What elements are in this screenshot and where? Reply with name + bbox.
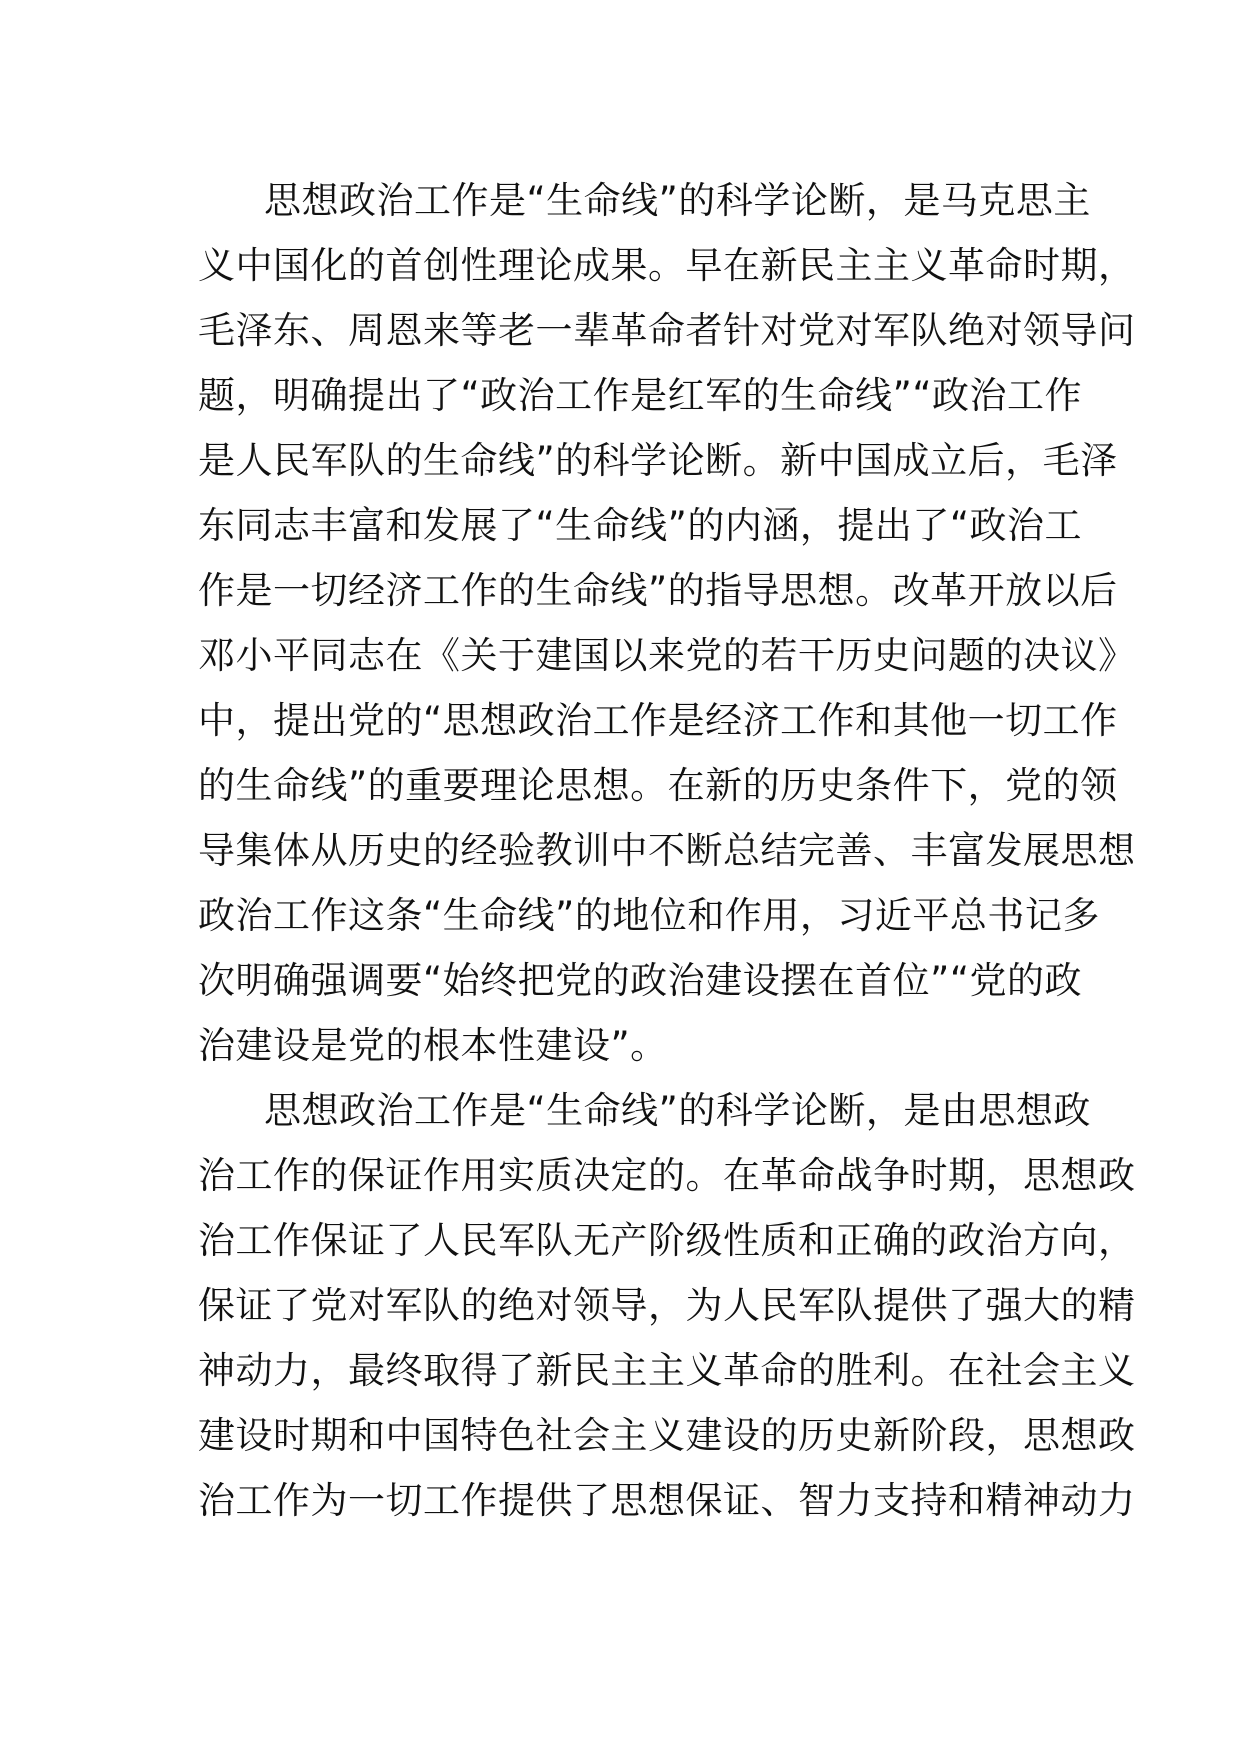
text-line: 是人民军队的生命线”的科学论断。新中国成立后，毛泽 <box>198 439 1118 482</box>
text-line: 治工作的保证作用实质决定的。在革命战争时期，思想政 <box>198 1154 1136 1197</box>
text-line: 题，明确提出了“政治工作是红军的生命线”“政治工作 <box>198 374 1083 417</box>
text-line: 治工作为一切工作提供了思想保证、智力支持和精神动力 <box>198 1479 1136 1522</box>
text-line: 的生命线”的重要理论思想。在新的历史条件下，党的领 <box>198 764 1118 807</box>
text-line: 思想政治工作是“生命线”的科学论断，是由思想政 <box>264 1089 1091 1132</box>
text-line: 政治工作这条“生命线”的地位和作用，习近平总书记多 <box>198 894 1100 937</box>
text-line: 导集体从历史的经验教训中不断总结完善、丰富发展思想 <box>198 829 1136 872</box>
text-line: 神动力，最终取得了新民主主义革命的胜利。在社会主义 <box>198 1349 1136 1392</box>
text-line: 次明确强调要“始终把党的政治建设摆在首位”“党的政 <box>198 959 1083 1002</box>
text-line: 保证了党对军队的绝对领导，为人民军队提供了强大的精 <box>198 1284 1136 1327</box>
text-line: 中，提出党的“思想政治工作是经济工作和其他一切工作 <box>198 699 1118 742</box>
text-line: 邓小平同志在《关于建国以来党的若干历史问题的决议》 <box>198 634 1136 677</box>
paragraph-1 <box>198 168 1136 1078</box>
text-line: 治工作保证了人民军队无产阶级性质和正确的政治方向， <box>198 1219 1136 1262</box>
text-line: 治建设是党的根本性建设”。 <box>198 1024 668 1067</box>
text-line: 毛泽东、周恩来等老一辈革命者针对党对军队绝对领导问 <box>198 309 1136 352</box>
text-line: 东同志丰富和发展了“生命线”的内涵，提出了“政治工 <box>198 504 1083 547</box>
text-line: 思想政治工作是“生命线”的科学论断，是马克思主 <box>264 179 1091 222</box>
document-page <box>198 168 1136 1533</box>
text-line: 建设时期和中国特色社会主义建设的历史新阶段，思想政 <box>198 1414 1136 1457</box>
text-line: 作是一切经济工作的生命线”的指导思想。改革开放以后 <box>198 569 1118 612</box>
paragraph-2 <box>198 1078 1136 1533</box>
text-line: 义中国化的首创性理论成果。早在新民主主义革命时期， <box>198 244 1136 287</box>
